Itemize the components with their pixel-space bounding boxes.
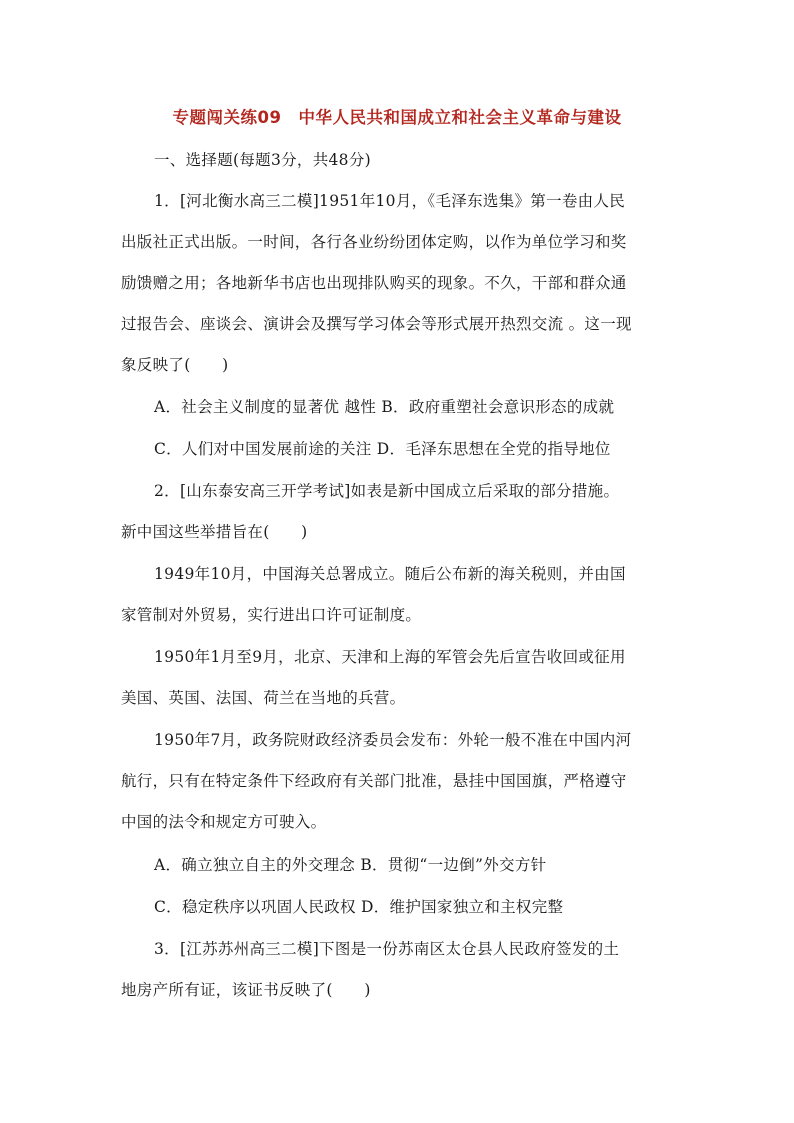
measure-2-line: 1950年1月至9月，北京、天津和上海的军管会先后宣告收回或征用 <box>154 648 626 666</box>
document-title: 专题闯关练09 中华人民共和国成立和社会主义革命与建设 <box>172 108 622 127</box>
question-1-line: 过报告会、座谈会、演讲会及撰写学习体会等形式展开热烈交流 。这一现 <box>121 315 632 333</box>
question-2-line: 新中国这些举措旨在( ) <box>121 523 308 541</box>
section-heading: 一、选择题(每题3分，共48分) <box>154 151 371 169</box>
question-2-options-cd: C．稳定秩序以巩固人民政权 D．维护国家独立和主权完整 <box>154 898 564 916</box>
question-1-options-cd: C．人们对中国发展前途的关注 D．毛泽东思想在全党的指导地位 <box>154 440 611 458</box>
measure-3-line: 航行，只有在特定条件下经政府有关部门批准，悬挂中国国旗，严格遵守 <box>121 772 627 790</box>
measure-1-line: 家管制对外贸易，实行进出口许可证制度。 <box>121 606 422 624</box>
measure-3-line: 中国的法令和规定方可驶入。 <box>121 813 327 831</box>
question-3-line: 地房产所有证，该证书反映了( ) <box>121 981 371 999</box>
question-2-line: 2．[山东泰安高三开学考试]如表是新中国成立后采取的部分措施。 <box>154 482 620 500</box>
measure-3-line: 1950年7月，政务院财政经济委员会发布：外轮一般不准在中国内河 <box>154 731 632 749</box>
measure-1-line: 1949年10月，中国海关总署成立。随后公布新的海关税则，并由国 <box>154 565 626 583</box>
question-3-line: 3．[江苏苏州高三二模]下图是一份苏南区太仓县人民政府签发的土 <box>154 940 620 958</box>
question-1-line: 励馈赠之用；各地新华书店也出现排队购买的现象。不久，干部和群众通 <box>121 274 627 292</box>
question-1-line: 象反映了( ) <box>121 356 229 374</box>
question-1-line: 出版社正式出版。一时间，各行各业纷纷团体定购，以作为单位学习和奖 <box>121 233 627 251</box>
question-1-options-ab: A．社会主义制度的显著优 越性 B．政府重塑社会意识形态的成就 <box>154 398 615 416</box>
question-1-line: 1．[河北衡水高三二模]1951年10月，《毛泽东选集》第一卷由人民 <box>154 192 626 210</box>
measure-2-line: 美国、英国、法国、荷兰在当地的兵营。 <box>121 689 406 707</box>
question-2-options-ab: A．确立独立自主的外交理念 B．贯彻“一边倒”外交方针 <box>154 856 547 874</box>
